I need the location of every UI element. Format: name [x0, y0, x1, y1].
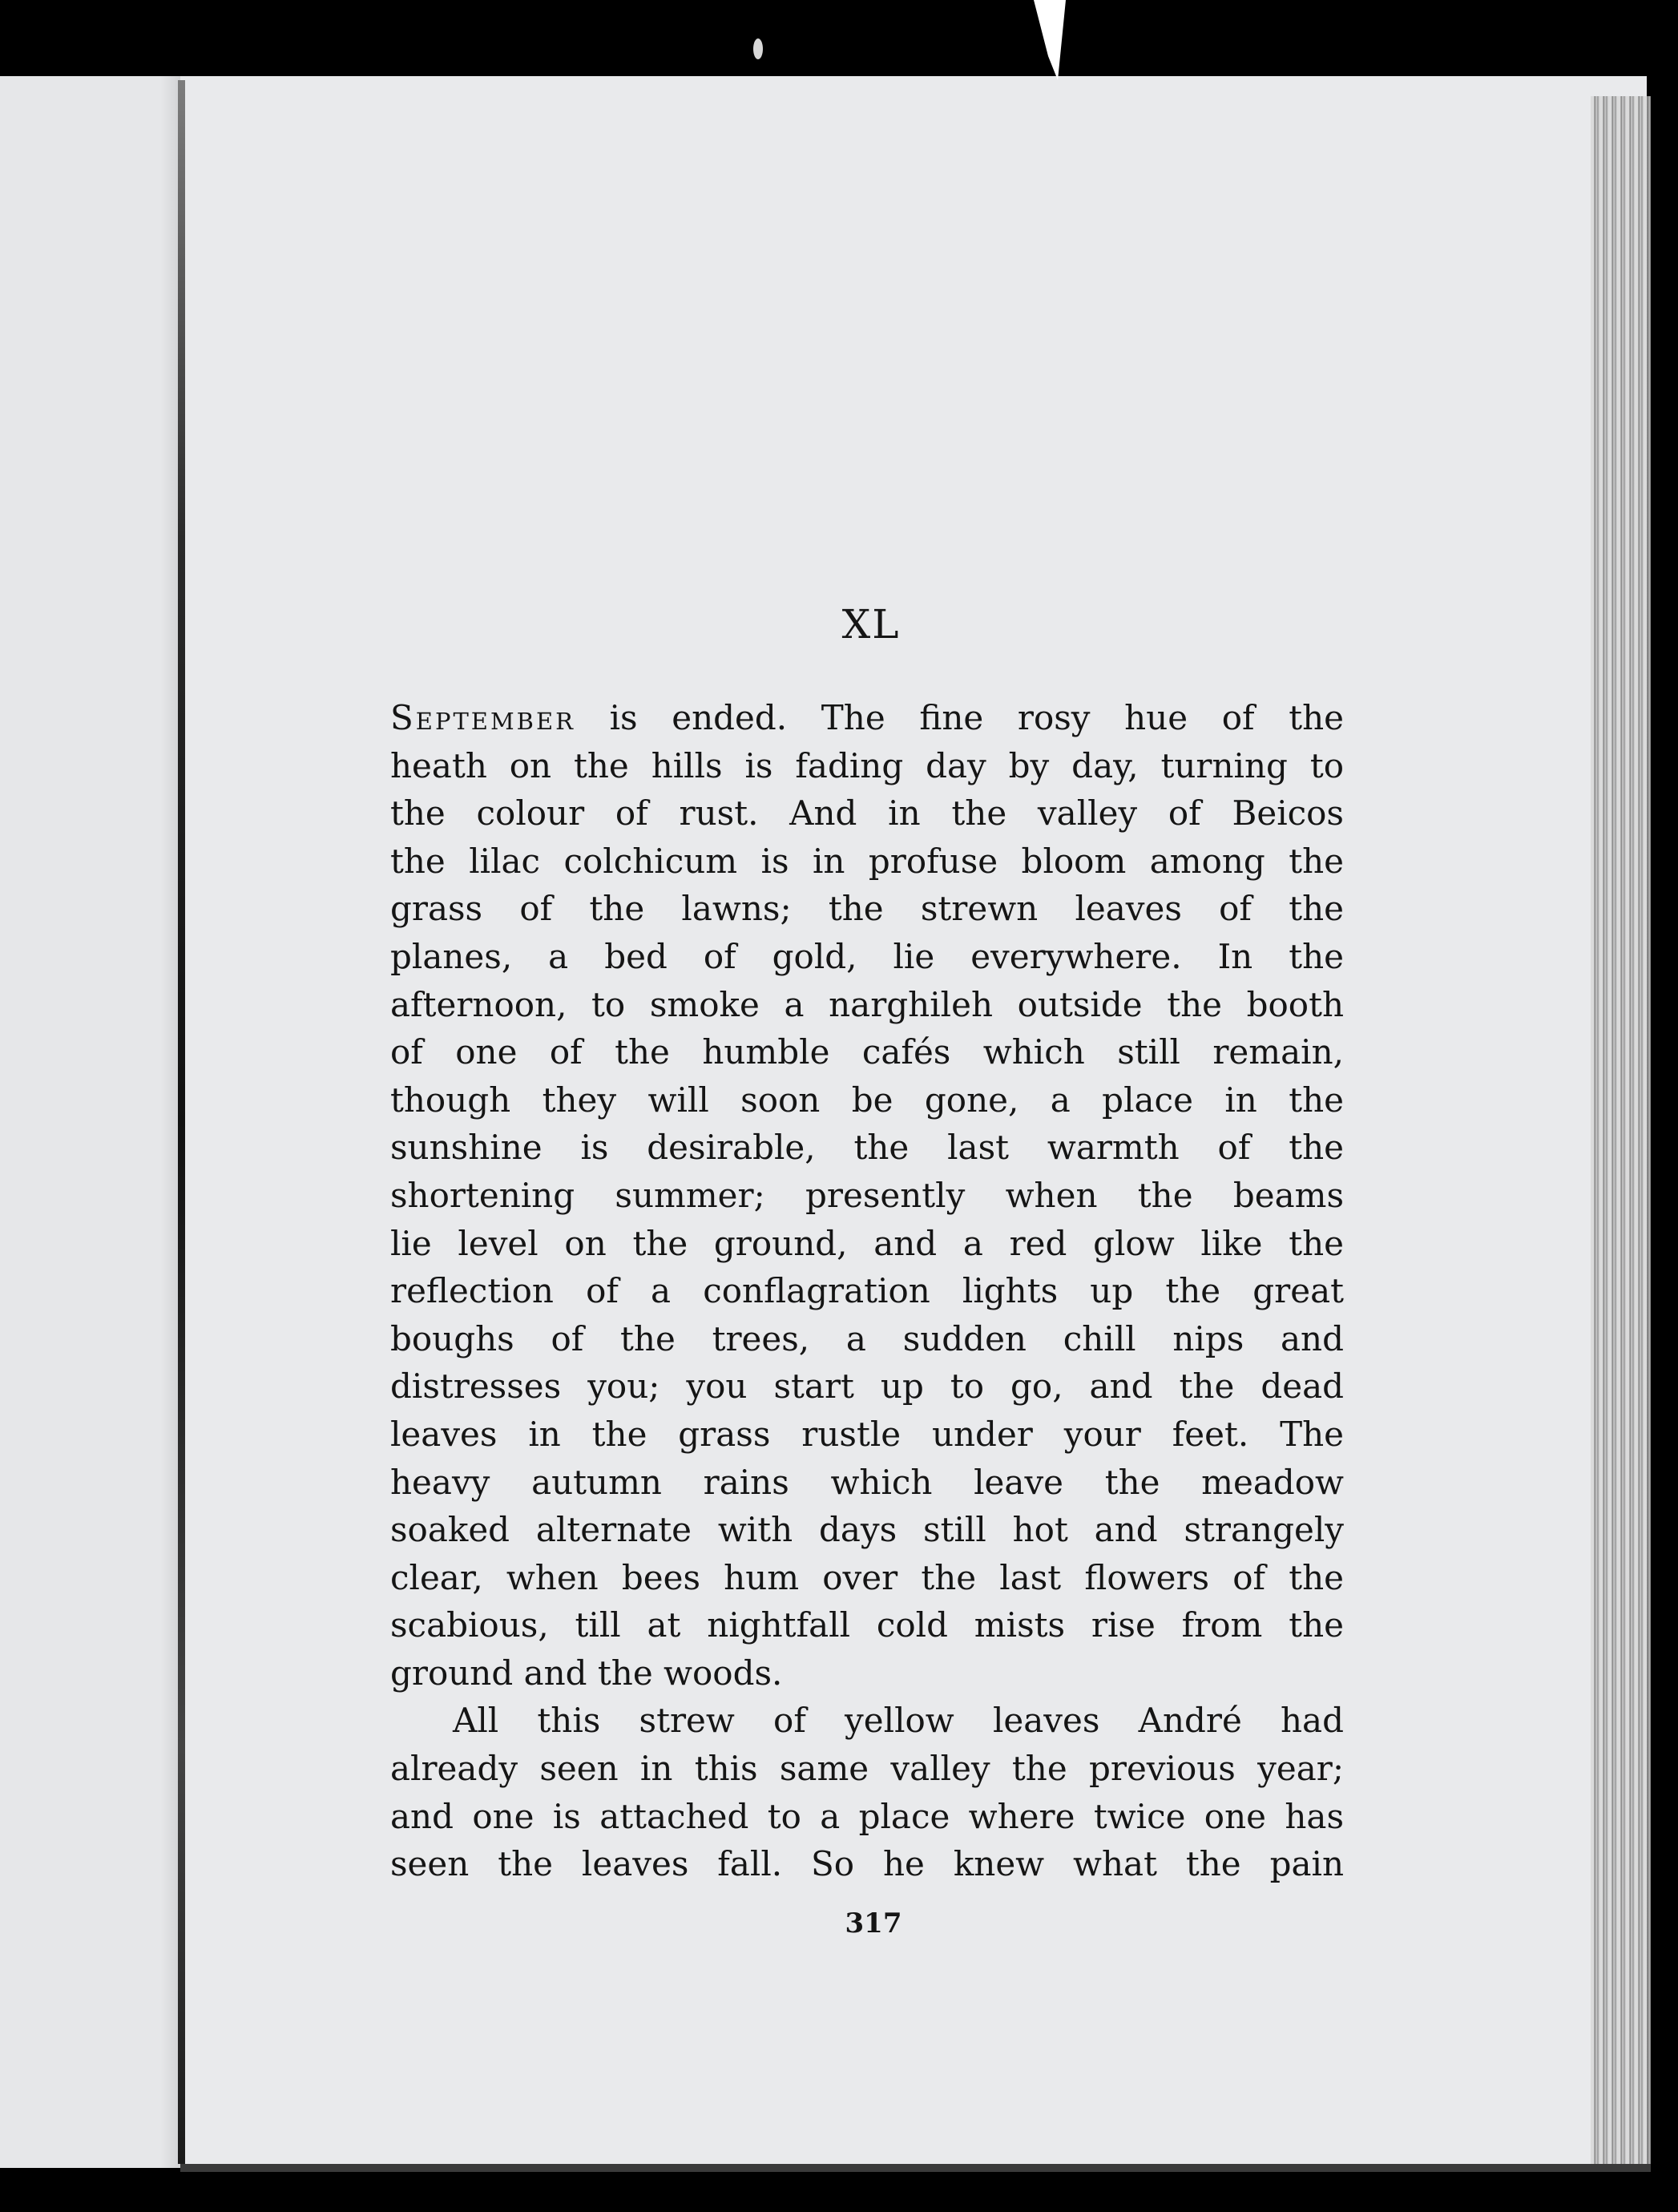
page-text: [390, 601, 1344, 1888]
text-line: though they will soon be gone, a place in the: [390, 1080, 1344, 1120]
text-line: All this strew of yellow leaves André had: [453, 1701, 1344, 1741]
text-line: reflection of a conflagration lights up the great: [390, 1271, 1344, 1311]
binding-gutter: [178, 80, 185, 2164]
text-line: grass of the lawns; the strewn leaves of the: [390, 889, 1344, 929]
text-line: heath on the hills is fading day by day, turning to: [390, 745, 1344, 785]
text-line: leaves in the grass rustle under your feet. The: [390, 1414, 1344, 1454]
text-line: soaked alternate with days still hot and strangely: [390, 1510, 1344, 1550]
paragraph-1: [390, 694, 1344, 1697]
page-number: 317: [845, 1907, 902, 1940]
text-line: seen the leaves fall. So he knew what the pain: [390, 1844, 1344, 1884]
page-stack-edges: [1591, 96, 1651, 2172]
text-line: the colour of rust. And in the valley of Beicos: [390, 793, 1344, 834]
text-line: distresses you; you start up to go, and the dead: [390, 1366, 1344, 1407]
text-line: planes, a bed of gold, lie everywhere. In the: [390, 936, 1344, 976]
text-line: of one of the humble cafés which still remain,: [390, 1032, 1344, 1072]
text-line: scabious, till at nightfall cold mists rise from the: [390, 1605, 1344, 1645]
page-bottom-edge: [180, 2164, 1651, 2172]
scan-artifact: [753, 38, 763, 59]
text-line: the lilac colchicum is in profuse bloom among the: [390, 841, 1344, 881]
text-line: already seen in this same valley the previous year;: [390, 1749, 1344, 1789]
text-line: heavy autumn rains which leave the meadow: [390, 1462, 1344, 1502]
text-line: boughs of the trees, a sudden chill nips and: [390, 1318, 1344, 1358]
previous-page-edge: [0, 76, 183, 2168]
text-line: September is ended. The fine rosy hue of the: [390, 698, 1344, 737]
text-line: shortening summer; presently when the beams: [390, 1175, 1344, 1215]
text-line: sunshine is desirable, the last warmth of the: [390, 1128, 1344, 1168]
text-line: lie level on the ground, and a red glow like the: [390, 1223, 1344, 1263]
text-line: and one is attached to a place where twice one has: [390, 1796, 1344, 1836]
text-line: afternoon, to smoke a narghileh outside the booth: [390, 984, 1344, 1024]
text-line: ground and the woods.: [390, 1653, 783, 1693]
text-line: clear, when bees hum over the last flowers of the: [390, 1557, 1344, 1597]
opening-word: September: [390, 698, 575, 737]
paragraph-2: [390, 1697, 1344, 1887]
chapter-heading: XL: [841, 601, 901, 648]
scan-artifact: [1034, 0, 1066, 80]
